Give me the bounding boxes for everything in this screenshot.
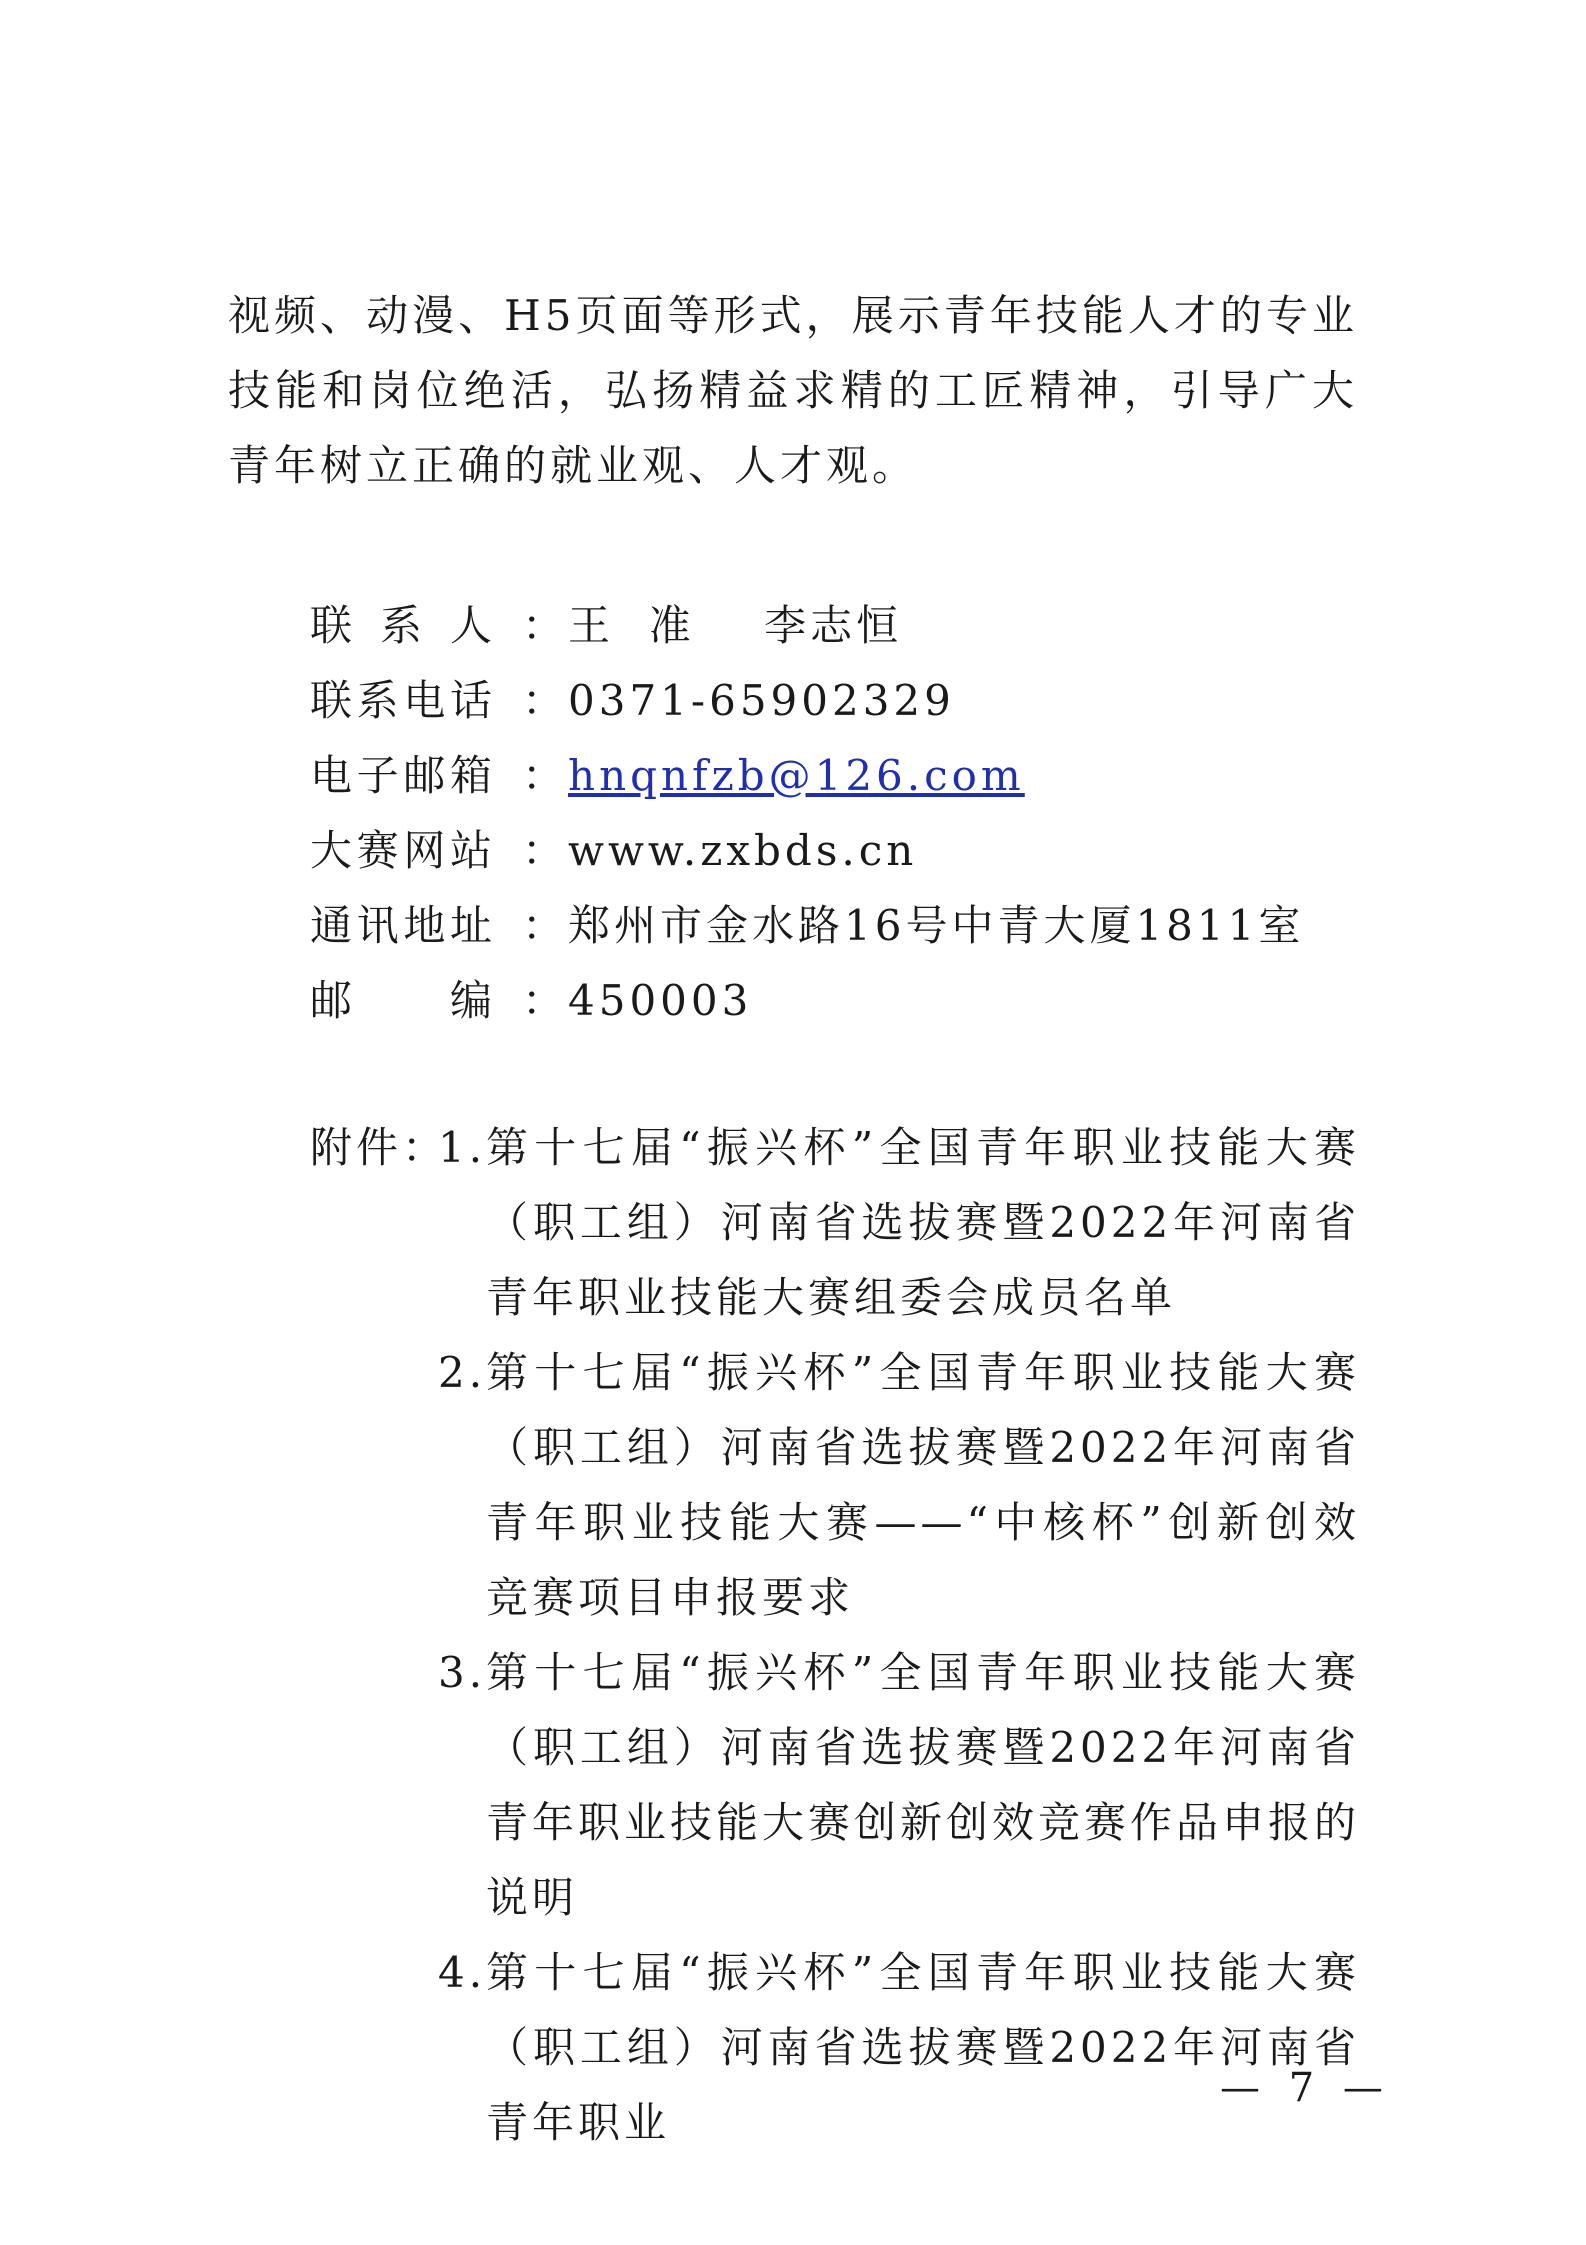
attachment-text: 第十七届“振兴杯”全国青年职业技能大赛（职工组）河南省选拔赛暨2022年河南省青年职业技能大赛组委会成员名单 (486, 1123, 1360, 1322)
body-paragraph: 视频、动漫、H5页面等形式，展示青年技能人才的专业技能和岗位绝活，弘扬精益求精的工匠精神，引导广大青年树立正确的就业观、人才观。 (228, 291, 1358, 490)
contact-value: www.zxbds.cn (568, 826, 918, 875)
attachment-number: 1. (438, 1123, 487, 1172)
contact-separator: ： (522, 751, 569, 800)
contact-separator: ： (522, 676, 569, 725)
contact-separator: ： (522, 826, 569, 875)
contact-row-email (310, 738, 1310, 813)
attachment-text: 第十七届“振兴杯”全国青年职业技能大赛（职工组）河南省选拔赛暨2022年河南省青年职业技能大赛——“中核杯”创新创效竞赛项目申报要求 (486, 1348, 1360, 1622)
attachment-item (310, 1110, 1360, 1335)
attachments-list (310, 1110, 1360, 2160)
attachment-text: 第十七届“振兴杯”全国青年职业技能大赛（职工组）河南省选拔赛暨2022年河南省青年职业技能大赛创新创效竞赛作品申报的说明 (486, 1648, 1361, 1922)
contact-row-postcode (310, 963, 1310, 1038)
attachments-prefix: 附件： (310, 1123, 449, 1172)
contact-label: 通讯地址 (310, 901, 496, 950)
attachment-number: 3. (438, 1648, 487, 1697)
contact-label: 联系人 (310, 601, 496, 650)
attachment-number: 4. (438, 1948, 487, 1997)
contact-row-person (310, 588, 1310, 663)
contact-row-website (310, 813, 1310, 888)
contact-value: 郑州市金水路16号中青大厦1811室 (568, 901, 1305, 950)
attachment-item (310, 1935, 1360, 2160)
contact-separator: ： (522, 601, 569, 650)
contact-value: 王 准 李志恒 (568, 601, 903, 650)
attachment-item (310, 1635, 1360, 1935)
contact-block (310, 588, 1310, 1038)
contact-label: 联系电话 (310, 676, 496, 725)
attachment-number: 2. (438, 1348, 487, 1397)
contact-separator: ： (522, 901, 569, 950)
contact-label: 邮编 (310, 976, 496, 1025)
contact-value: 450003 (568, 976, 753, 1025)
contact-label: 电子邮箱 (310, 751, 496, 800)
email-link[interactable]: hnqnfzb@126.com (568, 751, 1025, 800)
attachment-text: 第十七届“振兴杯”全国青年职业技能大赛（职工组）河南省选拔赛暨2022年河南省青年职业 (486, 1948, 1360, 2147)
contact-row-phone (310, 663, 1310, 738)
contact-separator: ： (522, 976, 569, 1025)
attachment-item (310, 1335, 1360, 1635)
contact-value: 0371-65902329 (568, 676, 955, 725)
page-number: — 7 — (1220, 2065, 1391, 2111)
contact-row-address (310, 888, 1310, 963)
contact-label: 大赛网站 (310, 826, 496, 875)
